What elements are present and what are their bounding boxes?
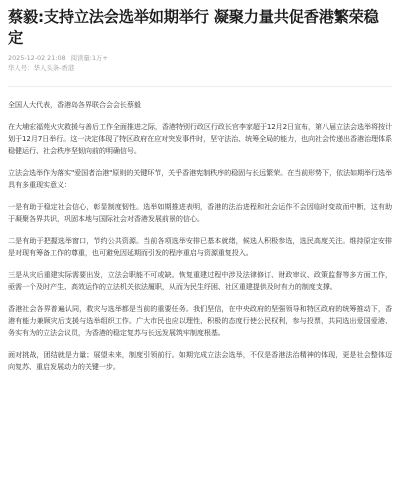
view-count: 阅读量:1万+	[70, 54, 108, 62]
paragraph-7: 面对挑战，团结就是力量；展望未来，制度引领前行。如期完成立法会选举，不仅是香港法治精神的体现，更是社会整体迈向复苏、重启发展动力的关键一步。	[8, 350, 392, 372]
source-channel[interactable]: 华人号：华人头条-香港	[8, 64, 75, 72]
paragraph-3: 一是有助于稳定社会信心，彰显制度韧性。选举如期推进表明，香港的法治进程和社会运作不会因临时变故而中断，这有助于凝聚各界共识，巩固本地与国际社会对香港发展前景的信心。	[8, 202, 392, 224]
paragraph-2: 立法会选举作为落实"爱国者治港"原则的关键环节，关乎香港宪制秩序的稳固与长远繁荣。在当前形势下，依法如期举行选举具有多重现实意义：	[8, 168, 392, 190]
paragraph-4: 二是有助于把握选举窗口，节约公共资源。当前各项选举安排已基本就绪，候选人积极参选，选民高度关注。维持原定安排是对现有筹备工作的尊重，也可避免因延期而引发的程序重启与资源重复投入。	[8, 236, 392, 258]
author-line: 全国人大代表，香港岛各界联合会会长蔡毅	[8, 100, 141, 109]
paragraph-1: 在大埔宏福苑火灾救援与善后工作全面推进之际，香港特别行政区行政长官李家超于12月2日宣布，第八届立法会选举将按计划于12月7日举行。这一决定体现了特区政府在应对突发事件时，坚守法治、统筹全局的能力，也向社会传递出香港治理体系稳健运行、社会秩序坚韧向前的明确信号。	[8, 121, 392, 156]
paragraph-6: 香港社会各界普遍认同，救灾与选举都是当前的重要任务。我们坚信，在中央政府的坚强领导和特区政府的统筹推动下，香港有能力兼顾灾后支援与选举组织工作。广大市民也应以理性、积极的态度行使公民权利，参与投票，共同选出爱国爱港、务实有为的立法会议员，为香港的稳定复苏与长远发展筑牢制度根基。	[8, 304, 392, 338]
divider	[8, 86, 392, 87]
paragraph-5: 三是从灾后重建实际需要出发，立法会职能不可或缺。恢复重建过程中涉及法律修订、财政审议、政策监督等多方面工作，亟需一个及时产生、高效运作的立法机关依法履职，从而为民生纾困、社区重建提供及时有力的制度支撑。	[8, 270, 392, 292]
article-title: 蔡毅:支持立法会选举如期举行 凝聚力量共促香港繁荣稳定	[8, 8, 379, 47]
publish-date: 2025-12-02 21:08	[8, 54, 66, 62]
article-meta	[8, 53, 392, 73]
